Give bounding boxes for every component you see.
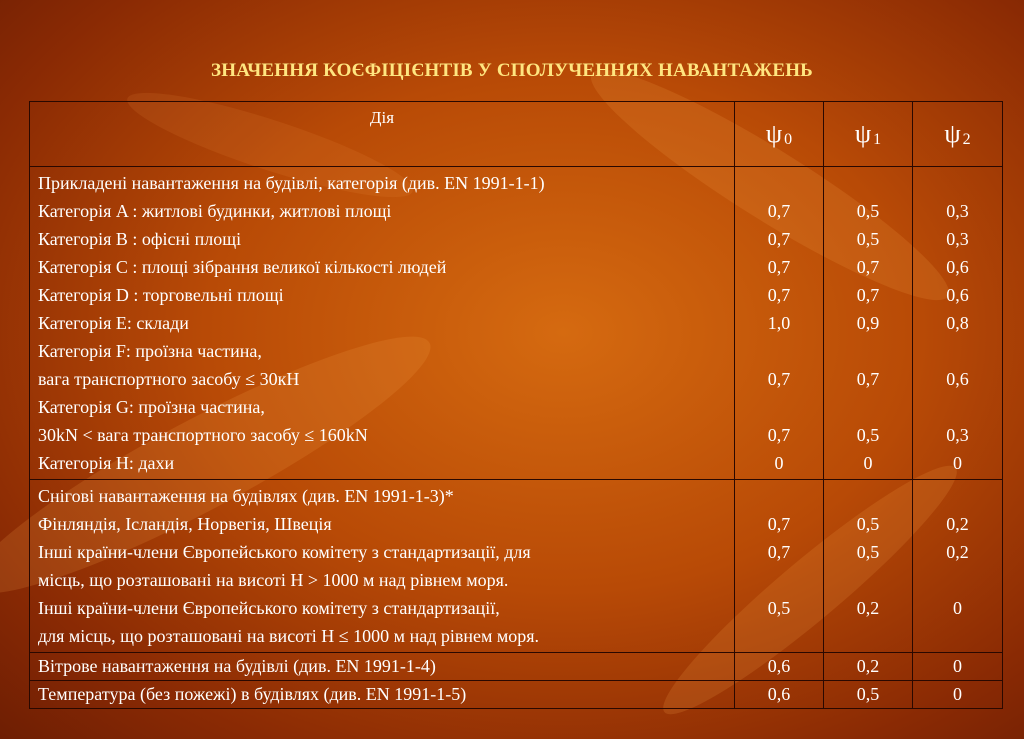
slide-title: ЗНАЧЕННЯ КОЄФІЦІЄНТІВ У СПОЛУЧЕННЯХ НАВАНТАЖЕНЬ [211, 60, 813, 81]
table-row-snow-loads [30, 480, 1003, 653]
cell: 1,0 [767, 313, 791, 333]
psi0-subscript: 0 [784, 131, 793, 148]
cell: 0,2 [946, 514, 969, 534]
wind-psi0: 0,6 [735, 653, 824, 681]
cell: 0,7 [767, 542, 791, 562]
wind-psi2: 0 [913, 653, 1003, 681]
temperature-psi1: 0,5 [824, 681, 913, 709]
line: для місць, що розташовані на висоті Н ≤ 1000 м над рівнем моря. [38, 626, 540, 646]
cell: 0,2 [856, 598, 880, 618]
cell: 0,7 [767, 285, 791, 305]
cell [735, 393, 823, 421]
line: Інші країни-члени Європейського комітету з стандартизації, [38, 598, 500, 618]
cell: 0 [774, 453, 784, 473]
cell [735, 482, 823, 510]
cell [735, 337, 823, 365]
table-row-imposed-loads [30, 167, 1003, 480]
cell [735, 566, 823, 594]
cell: 0,3 [946, 425, 969, 445]
line: Снігові навантаження на будівлях (див. EN 1991-1-3)* [38, 486, 454, 506]
header-psi0 [735, 102, 824, 167]
cell: 0,5 [856, 201, 880, 221]
cell: 0,5 [856, 514, 880, 534]
line: Категорія A : житлові будинки, житлові площі [38, 201, 392, 221]
snow-loads-description [30, 480, 735, 653]
line: Категорія D : торговельні площі [38, 285, 284, 305]
line: Фінляндія, Ісландія, Норвегія, Швеція [38, 514, 332, 534]
cell: 0,7 [856, 257, 880, 277]
cell [913, 566, 1002, 594]
cell: 0,2 [946, 542, 969, 562]
cell: 0,7 [767, 229, 791, 249]
cell: 0,9 [856, 313, 880, 333]
psi1-symbol: ψ [854, 119, 872, 148]
header-action: Дія [30, 102, 735, 167]
cell [824, 482, 912, 510]
temperature-psi0: 0,6 [735, 681, 824, 709]
psi1-subscript: 1 [873, 131, 882, 148]
line: Категорія C : площі зібрання великої кількості людей [38, 257, 447, 277]
cell [913, 337, 1002, 365]
cell [913, 622, 1002, 650]
cell [824, 622, 912, 650]
coefficients-table [29, 101, 1003, 709]
cell [824, 169, 912, 197]
cell: 0,7 [767, 369, 791, 389]
cell: 0,7 [767, 201, 791, 221]
header-psi2 [913, 102, 1003, 167]
temperature-description: Температура (без пожежі) в будівлях (див. EN 1991-1-5) [30, 681, 735, 709]
cell [735, 622, 823, 650]
cell [824, 393, 912, 421]
line: Категорія B : офісні площі [38, 229, 242, 249]
cell: 0 [863, 453, 873, 473]
cell: 0,5 [856, 425, 880, 445]
line: Категорія G: проїзна частина, [38, 397, 265, 417]
cell [913, 169, 1002, 197]
line: Категорія H: дахи [38, 453, 175, 473]
cell: 0,7 [767, 257, 791, 277]
cell [824, 337, 912, 365]
table-row-temperature [30, 681, 1003, 709]
cell: 0,7 [856, 369, 880, 389]
cell: 0,7 [767, 514, 791, 534]
header-psi1 [824, 102, 913, 167]
line: Категорія F: проїзна частина, [38, 341, 262, 361]
line: вага транспортного засобу ≤ 30кН [38, 369, 300, 389]
line: Категорія E: склади [38, 313, 189, 333]
cell: 0,5 [856, 229, 880, 249]
cell: 0 [953, 453, 962, 473]
cell [735, 169, 823, 197]
table-row-wind [30, 653, 1003, 681]
imposed-loads-psi0 [735, 167, 824, 480]
imposed-loads-psi2 [913, 167, 1003, 480]
cell: 0,6 [946, 369, 969, 389]
cell: 0,8 [946, 313, 969, 333]
psi0-symbol: ψ [765, 119, 783, 148]
line: 30kN < вага транспортного засобу ≤ 160kN [38, 425, 368, 445]
snow-loads-psi1 [824, 480, 913, 653]
cell: 0,6 [946, 257, 969, 277]
cell [913, 393, 1002, 421]
cell: 0,6 [946, 285, 969, 305]
cell: 0,7 [767, 425, 791, 445]
psi2-subscript: 2 [962, 131, 971, 148]
cell: 0,7 [856, 285, 880, 305]
wind-psi1: 0,2 [824, 653, 913, 681]
line: місць, що розташовані на висоті Н > 1000 м над рівнем моря. [38, 570, 509, 590]
psi2-symbol: ψ [944, 119, 961, 148]
imposed-loads-psi1 [824, 167, 913, 480]
cell [913, 482, 1002, 510]
temperature-psi2: 0 [913, 681, 1003, 709]
line: Інші країни-члени Європейського комітету з стандартизації, для [38, 542, 531, 562]
cell: 0,5 [767, 598, 791, 618]
cell: 0,3 [946, 201, 969, 221]
table-header-row [30, 102, 1003, 167]
snow-loads-psi2 [913, 480, 1003, 653]
wind-description: Вітрове навантаження на будівлі (див. EN 1991-1-4) [30, 653, 735, 681]
cell: 0 [953, 598, 962, 618]
snow-loads-psi0 [735, 480, 824, 653]
cell [824, 566, 912, 594]
line: Прикладені навантаження на будівлі, категорія (див. EN 1991-1-1) [38, 173, 545, 193]
cell: 0,3 [946, 229, 969, 249]
imposed-loads-description [30, 167, 735, 480]
cell: 0,5 [856, 542, 880, 562]
